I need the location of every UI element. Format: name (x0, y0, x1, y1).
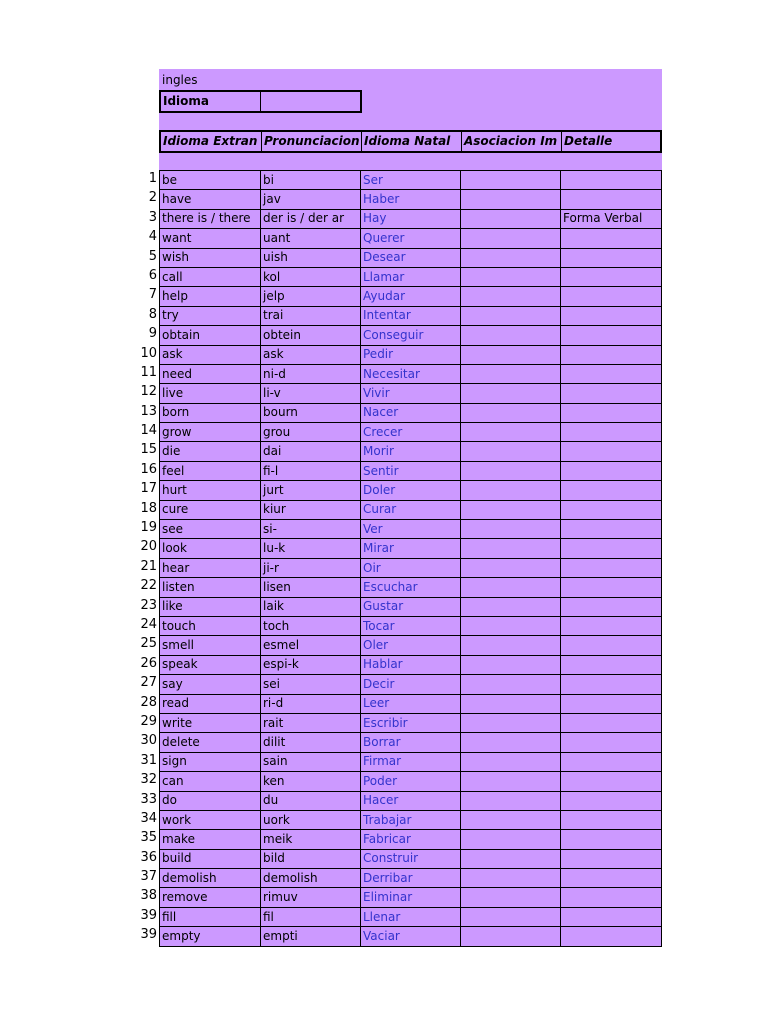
detail-cell[interactable] (561, 500, 662, 519)
word-cell[interactable]: hear (160, 558, 261, 577)
detail-cell[interactable] (561, 326, 662, 345)
native-word-cell[interactable]: Llenar (361, 907, 461, 926)
native-word-cell[interactable]: Mirar (361, 539, 461, 558)
table-row (160, 209, 662, 228)
association-cell[interactable] (461, 675, 561, 694)
row-number: 35 (140, 830, 157, 846)
pronunciation-cell[interactable]: empti (261, 927, 361, 946)
row-number: 38 (140, 888, 157, 904)
header-pronunciation: Pronunciacion (262, 132, 362, 151)
word-cell[interactable]: live (160, 384, 261, 403)
detail-cell[interactable] (561, 267, 662, 286)
association-cell[interactable] (461, 772, 561, 791)
table-row (160, 578, 662, 597)
native-word-cell[interactable]: Fabricar (361, 830, 461, 849)
association-cell[interactable] (461, 481, 561, 500)
row-number: 8 (148, 306, 157, 322)
native-word-cell[interactable]: Eliminar (361, 888, 461, 907)
association-cell[interactable] (461, 520, 561, 539)
header-foreign-language: Idioma Extran (161, 132, 262, 151)
association-cell[interactable] (461, 713, 561, 732)
header-association: Asociacion Im (462, 132, 562, 151)
row-number: 2 (148, 190, 157, 206)
row-number: 39 (140, 927, 157, 943)
row-number: 29 (140, 713, 157, 729)
association-cell[interactable] (461, 229, 561, 248)
table-row (160, 849, 662, 868)
association-cell[interactable] (461, 869, 561, 888)
word-cell[interactable]: smell (160, 636, 261, 655)
native-word-cell[interactable]: Poder (361, 772, 461, 791)
detail-cell[interactable] (561, 810, 662, 829)
row-number: 24 (140, 616, 157, 632)
word-cell[interactable]: call (160, 267, 261, 286)
row-number: 18 (140, 500, 157, 516)
table-row (160, 713, 662, 732)
word-cell[interactable]: fill (160, 907, 261, 926)
row-number: 23 (140, 597, 157, 613)
word-cell[interactable]: obtain (160, 326, 261, 345)
association-cell[interactable] (461, 578, 561, 597)
detail-cell[interactable] (561, 442, 662, 461)
association-cell[interactable] (461, 384, 561, 403)
table-row (160, 229, 662, 248)
table-row (160, 733, 662, 752)
association-cell[interactable] (461, 810, 561, 829)
association-cell[interactable] (461, 927, 561, 946)
association-cell[interactable] (461, 171, 561, 190)
detail-cell[interactable] (561, 791, 662, 810)
pronunciation-cell[interactable]: laik (261, 597, 361, 616)
row-number: 37 (140, 869, 157, 885)
pronunciation-cell[interactable]: grou (261, 423, 361, 442)
association-cell[interactable] (461, 539, 561, 558)
word-cell[interactable]: remove (160, 888, 261, 907)
native-word-cell[interactable]: Hablar (361, 655, 461, 674)
table-row (160, 539, 662, 558)
row-number: 22 (140, 578, 157, 594)
native-word-cell[interactable]: Doler (361, 481, 461, 500)
pronunciation-cell[interactable]: ask (261, 345, 361, 364)
association-cell[interactable] (461, 830, 561, 849)
native-word-cell[interactable]: Oir (361, 558, 461, 577)
pronunciation-cell[interactable]: ni-d (261, 364, 361, 383)
pronunciation-cell[interactable]: dilit (261, 733, 361, 752)
native-word-cell[interactable]: Escribir (361, 713, 461, 732)
pronunciation-cell[interactable]: toch (261, 616, 361, 635)
word-cell[interactable]: help (160, 287, 261, 306)
detail-cell[interactable] (561, 287, 662, 306)
table-row (160, 423, 662, 442)
row-number: 5 (148, 248, 157, 264)
word-cell[interactable]: write (160, 713, 261, 732)
association-cell[interactable] (461, 655, 561, 674)
word-cell[interactable]: look (160, 539, 261, 558)
row-number: 32 (140, 772, 157, 788)
table-row (160, 520, 662, 539)
word-cell[interactable]: born (160, 403, 261, 422)
table-row (160, 171, 662, 190)
word-cell[interactable]: see (160, 520, 261, 539)
word-cell[interactable]: try (160, 306, 261, 325)
word-cell[interactable]: ask (160, 345, 261, 364)
association-cell[interactable] (461, 248, 561, 267)
detail-cell[interactable] (561, 558, 662, 577)
association-cell[interactable] (461, 442, 561, 461)
native-word-cell[interactable]: Escuchar (361, 578, 461, 597)
row-number: 39 (140, 907, 157, 923)
table-row (160, 442, 662, 461)
row-number: 31 (140, 752, 157, 768)
pronunciation-cell[interactable]: sei (261, 675, 361, 694)
pronunciation-cell[interactable]: lisen (261, 578, 361, 597)
native-word-cell[interactable]: Morir (361, 442, 461, 461)
detail-cell[interactable] (561, 345, 662, 364)
row-number: 33 (140, 791, 157, 807)
word-cell[interactable]: die (160, 442, 261, 461)
association-cell[interactable] (461, 733, 561, 752)
idioma-value[interactable] (261, 92, 360, 111)
table-row (160, 461, 662, 480)
native-word-cell[interactable]: Leer (361, 694, 461, 713)
native-word-cell[interactable]: Desear (361, 248, 461, 267)
row-number: 15 (140, 442, 157, 458)
pronunciation-cell[interactable]: ji-r (261, 558, 361, 577)
table-row (160, 752, 662, 771)
detail-cell[interactable] (561, 869, 662, 888)
native-word-cell[interactable]: Sentir (361, 461, 461, 480)
detail-cell[interactable] (561, 927, 662, 946)
row-number: 14 (140, 423, 157, 439)
association-cell[interactable] (461, 345, 561, 364)
detail-cell[interactable] (561, 752, 662, 771)
row-number: 3 (148, 209, 157, 225)
pronunciation-cell[interactable]: kiur (261, 500, 361, 519)
detail-cell[interactable] (561, 772, 662, 791)
pronunciation-cell[interactable]: bi (261, 171, 361, 190)
detail-cell[interactable] (561, 481, 662, 500)
word-cell[interactable]: make (160, 830, 261, 849)
pronunciation-cell[interactable]: rimuv (261, 888, 361, 907)
pronunciation-cell[interactable]: dai (261, 442, 361, 461)
word-cell[interactable]: listen (160, 578, 261, 597)
detail-cell[interactable] (561, 733, 662, 752)
pronunciation-cell[interactable]: jav (261, 190, 361, 209)
detail-cell[interactable] (561, 229, 662, 248)
word-cell[interactable]: like (160, 597, 261, 616)
detail-cell[interactable] (561, 364, 662, 383)
pronunciation-cell[interactable]: espi-k (261, 655, 361, 674)
native-word-cell[interactable]: Derribar (361, 869, 461, 888)
row-number: 30 (140, 733, 157, 749)
table-row (160, 675, 662, 694)
pronunciation-cell[interactable]: demolish (261, 869, 361, 888)
table-row (160, 267, 662, 286)
table-row (160, 481, 662, 500)
table-row (160, 306, 662, 325)
native-word-cell[interactable]: Hay (361, 209, 461, 228)
row-number: 1 (148, 171, 157, 186)
row-number: 34 (140, 810, 157, 826)
header-native-language: Idioma Natal (362, 132, 462, 151)
detail-cell[interactable] (561, 675, 662, 694)
table-row (160, 384, 662, 403)
native-word-cell[interactable]: Querer (361, 229, 461, 248)
association-cell[interactable] (461, 306, 561, 325)
word-cell[interactable]: build (160, 849, 261, 868)
pronunciation-cell[interactable]: meik (261, 830, 361, 849)
association-cell[interactable] (461, 500, 561, 519)
native-word-cell[interactable]: Ver (361, 520, 461, 539)
table-row (160, 830, 662, 849)
detail-cell[interactable] (561, 849, 662, 868)
word-cell[interactable]: empty (160, 927, 261, 946)
row-numbers (120, 170, 157, 946)
row-number: 26 (140, 655, 157, 671)
association-cell[interactable] (461, 597, 561, 616)
word-cell[interactable]: cure (160, 500, 261, 519)
detail-cell[interactable] (561, 171, 662, 190)
table-row (160, 190, 662, 209)
table-row (160, 364, 662, 383)
row-number: 13 (140, 403, 157, 419)
pronunciation-cell[interactable]: bild (261, 849, 361, 868)
pronunciation-cell[interactable]: der is / der ar (261, 209, 361, 228)
native-word-cell[interactable]: Ser (361, 171, 461, 190)
detail-cell[interactable] (561, 694, 662, 713)
idioma-field (159, 90, 362, 113)
pronunciation-cell[interactable]: ri-d (261, 694, 361, 713)
native-word-cell[interactable]: Haber (361, 190, 461, 209)
detail-cell[interactable] (561, 636, 662, 655)
word-cell[interactable]: hurt (160, 481, 261, 500)
row-number: 10 (140, 345, 157, 361)
pronunciation-cell[interactable]: lu-k (261, 539, 361, 558)
idioma-label: Idioma (161, 92, 261, 111)
native-word-cell[interactable]: Llamar (361, 267, 461, 286)
table-row (160, 403, 662, 422)
word-cell[interactable]: sign (160, 752, 261, 771)
pronunciation-cell[interactable]: ken (261, 772, 361, 791)
detail-cell[interactable] (561, 578, 662, 597)
native-word-cell[interactable]: Construir (361, 849, 461, 868)
row-number: 36 (140, 849, 157, 865)
table-row (160, 907, 662, 926)
association-cell[interactable] (461, 558, 561, 577)
detail-cell[interactable] (561, 539, 662, 558)
detail-cell[interactable] (561, 520, 662, 539)
word-cell[interactable]: wish (160, 248, 261, 267)
native-word-cell[interactable]: Tocar (361, 616, 461, 635)
detail-cell[interactable] (561, 888, 662, 907)
detail-cell[interactable] (561, 713, 662, 732)
table-row (160, 326, 662, 345)
native-word-cell[interactable]: Pedir (361, 345, 461, 364)
table-row (160, 558, 662, 577)
detail-cell[interactable] (561, 423, 662, 442)
table-row (160, 791, 662, 810)
row-number: 27 (140, 675, 157, 691)
native-word-cell[interactable]: Necesitar (361, 364, 461, 383)
association-cell[interactable] (461, 616, 561, 635)
word-cell[interactable]: do (160, 791, 261, 810)
detail-cell[interactable]: Forma Verbal (561, 209, 662, 228)
sheet-title: ingles (162, 73, 198, 87)
native-word-cell[interactable]: Vaciar (361, 927, 461, 946)
association-cell[interactable] (461, 326, 561, 345)
detail-cell[interactable] (561, 248, 662, 267)
native-word-cell[interactable]: Borrar (361, 733, 461, 752)
table-row (160, 345, 662, 364)
detail-cell[interactable] (561, 655, 662, 674)
association-cell[interactable] (461, 364, 561, 383)
detail-cell[interactable] (561, 907, 662, 926)
detail-cell[interactable] (561, 616, 662, 635)
pronunciation-cell[interactable]: uant (261, 229, 361, 248)
association-cell[interactable] (461, 287, 561, 306)
association-cell[interactable] (461, 636, 561, 655)
native-word-cell[interactable]: Conseguir (361, 326, 461, 345)
row-number: 16 (140, 461, 157, 477)
table-row (160, 694, 662, 713)
table-row (160, 616, 662, 635)
row-number: 12 (140, 384, 157, 400)
detail-cell[interactable] (561, 306, 662, 325)
pronunciation-cell[interactable]: fil (261, 907, 361, 926)
row-number: 25 (140, 636, 157, 652)
pronunciation-cell[interactable]: li-v (261, 384, 361, 403)
association-cell[interactable] (461, 461, 561, 480)
pronunciation-cell[interactable]: kol (261, 267, 361, 286)
table-row (160, 810, 662, 829)
table-row (160, 597, 662, 616)
table-row (160, 248, 662, 267)
association-cell[interactable] (461, 888, 561, 907)
pronunciation-cell[interactable]: du (261, 791, 361, 810)
word-cell[interactable]: want (160, 229, 261, 248)
association-cell[interactable] (461, 849, 561, 868)
row-number: 4 (148, 229, 157, 245)
pronunciation-cell[interactable]: fi-l (261, 461, 361, 480)
association-cell[interactable] (461, 907, 561, 926)
native-word-cell[interactable]: Nacer (361, 403, 461, 422)
word-cell[interactable]: there is / there (160, 209, 261, 228)
association-cell[interactable] (461, 403, 561, 422)
row-number: 17 (140, 481, 157, 497)
association-cell[interactable] (461, 423, 561, 442)
detail-cell[interactable] (561, 461, 662, 480)
association-cell[interactable] (461, 209, 561, 228)
pronunciation-cell[interactable]: esmel (261, 636, 361, 655)
word-cell[interactable]: need (160, 364, 261, 383)
word-cell[interactable]: say (160, 675, 261, 694)
native-word-cell[interactable]: Trabajar (361, 810, 461, 829)
native-word-cell[interactable]: Firmar (361, 752, 461, 771)
table-row (160, 869, 662, 888)
pronunciation-cell[interactable]: obtein (261, 326, 361, 345)
pronunciation-cell[interactable]: jelp (261, 287, 361, 306)
native-word-cell[interactable]: Ayudar (361, 287, 461, 306)
native-word-cell[interactable]: Hacer (361, 791, 461, 810)
row-number: 6 (148, 267, 157, 283)
table-header (159, 130, 662, 153)
detail-cell[interactable] (561, 597, 662, 616)
word-cell[interactable]: touch (160, 616, 261, 635)
native-word-cell[interactable]: Oler (361, 636, 461, 655)
pronunciation-cell[interactable]: jurt (261, 481, 361, 500)
word-cell[interactable]: have (160, 190, 261, 209)
pronunciation-cell[interactable]: trai (261, 306, 361, 325)
word-cell[interactable]: speak (160, 655, 261, 674)
pronunciation-cell[interactable]: sain (261, 752, 361, 771)
word-cell[interactable]: grow (160, 423, 261, 442)
pronunciation-cell[interactable]: rait (261, 713, 361, 732)
table-row (160, 888, 662, 907)
native-word-cell[interactable]: Intentar (361, 306, 461, 325)
association-cell[interactable] (461, 752, 561, 771)
table-row (160, 636, 662, 655)
native-word-cell[interactable]: Decir (361, 675, 461, 694)
table-row (160, 927, 662, 946)
row-number: 20 (140, 539, 157, 555)
pronunciation-cell[interactable]: bourn (261, 403, 361, 422)
row-number: 9 (148, 326, 157, 342)
native-word-cell[interactable]: Curar (361, 500, 461, 519)
row-number: 11 (140, 364, 157, 380)
row-number: 21 (140, 558, 157, 574)
association-cell[interactable] (461, 190, 561, 209)
native-word-cell[interactable]: Vivir (361, 384, 461, 403)
table-row (160, 655, 662, 674)
word-cell[interactable]: can (160, 772, 261, 791)
word-cell[interactable]: work (160, 810, 261, 829)
row-number: 28 (140, 694, 157, 710)
table-row (160, 500, 662, 519)
word-cell[interactable]: demolish (160, 869, 261, 888)
word-cell[interactable]: read (160, 694, 261, 713)
vocabulary-table (159, 170, 662, 947)
word-cell[interactable]: delete (160, 733, 261, 752)
pronunciation-cell[interactable]: si- (261, 520, 361, 539)
table-row (160, 772, 662, 791)
pronunciation-cell[interactable]: uork (261, 810, 361, 829)
detail-cell[interactable] (561, 190, 662, 209)
detail-cell[interactable] (561, 830, 662, 849)
word-cell[interactable]: be (160, 171, 261, 190)
detail-cell[interactable] (561, 403, 662, 422)
native-word-cell[interactable]: Gustar (361, 597, 461, 616)
word-cell[interactable]: feel (160, 461, 261, 480)
native-word-cell[interactable]: Crecer (361, 423, 461, 442)
row-number: 19 (140, 520, 157, 536)
association-cell[interactable] (461, 267, 561, 286)
association-cell[interactable] (461, 694, 561, 713)
table-row (160, 287, 662, 306)
detail-cell[interactable] (561, 384, 662, 403)
pronunciation-cell[interactable]: uish (261, 248, 361, 267)
row-number: 7 (148, 287, 157, 303)
header-detail: Detalle (564, 134, 613, 148)
association-cell[interactable] (461, 791, 561, 810)
